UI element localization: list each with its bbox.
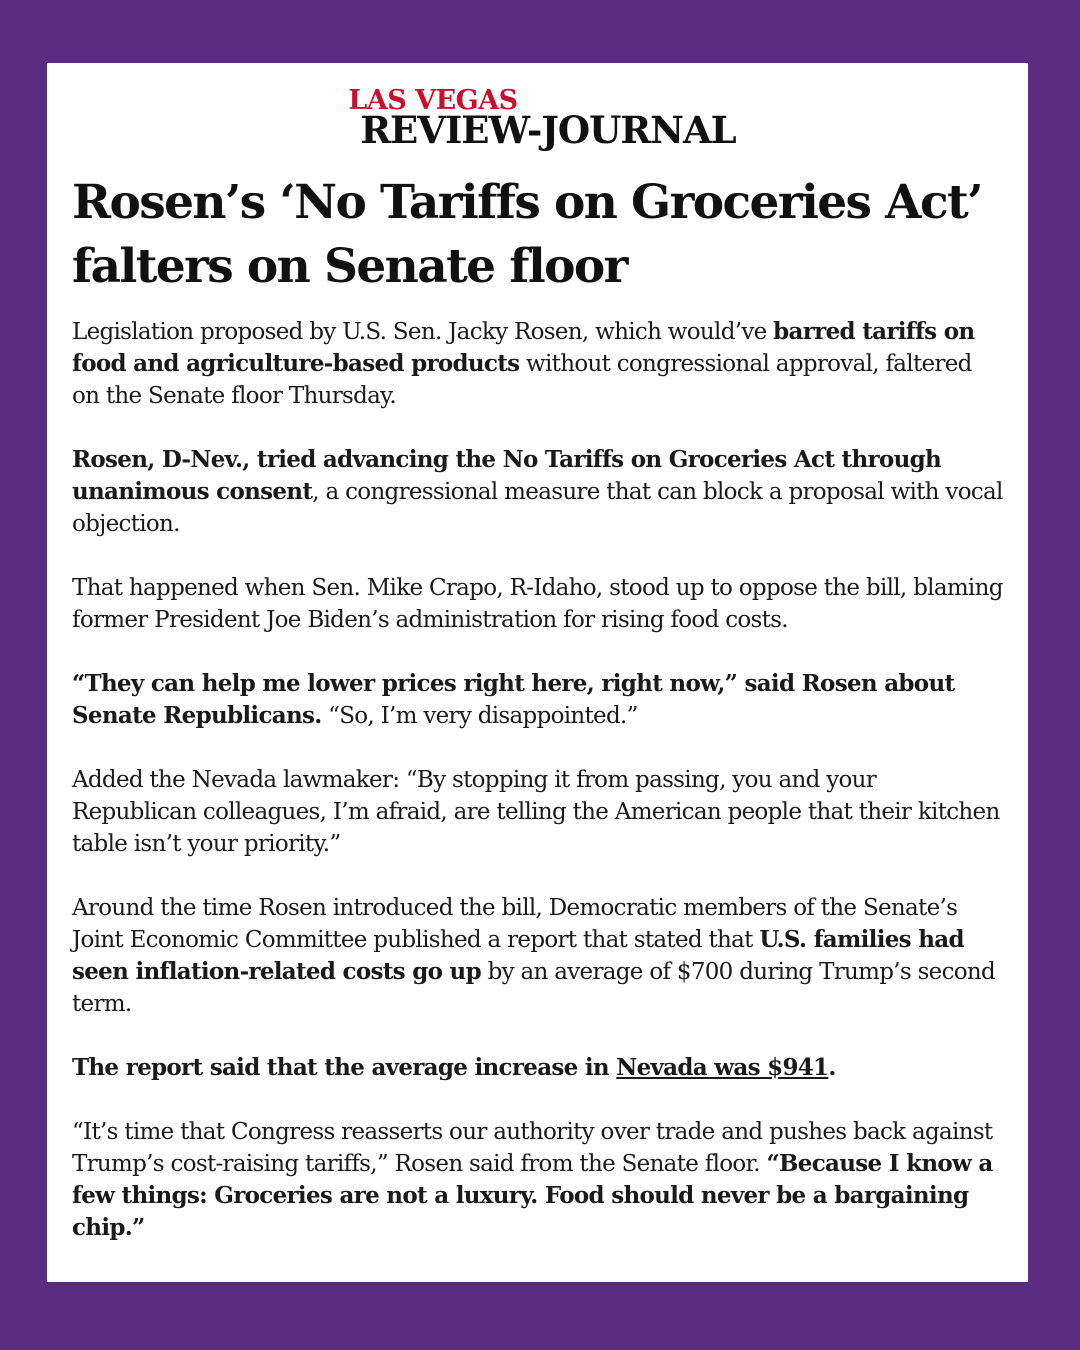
paragraph-1-text-a: Legislation proposed by U.S. Sen. Jacky Rosen, which would’ve (72, 318, 774, 345)
paragraph-3-text: That happened when Sen. Mike Crapo, R-Idaho, stood up to oppose the bill, blaming former President Joe Biden’s administration for rising food costs. (72, 574, 1003, 633)
paragraph-6 (72, 892, 1004, 1020)
headline-line-2: falters on Senate floor (72, 238, 627, 294)
paragraph-2 (72, 444, 1004, 540)
article-body (72, 316, 1004, 1244)
masthead-line-2: REVIEW-JOURNAL (360, 107, 736, 152)
paragraph-7-text-a: The report said that the average increase in (72, 1053, 617, 1081)
paragraph-1 (72, 316, 1004, 412)
paragraph-5 (72, 764, 1004, 860)
headline-line-1: Rosen’s ‘No Tariffs on Groceries Act’ (72, 174, 982, 230)
paragraph-4 (72, 668, 1004, 732)
headline (72, 171, 1004, 299)
paragraph-7-text-c: . (828, 1053, 836, 1081)
paragraph-8 (72, 1116, 1004, 1244)
nevada-link[interactable]: Nevada was $941 (616, 1053, 829, 1081)
paragraph-6-text-c: by an average of $700 during Trump’s second term. (72, 958, 996, 1017)
paragraph-2-bold: Rosen, D-Nev., tried advancing the No Tariffs on Groceries Act through unanimous consent (72, 445, 941, 505)
paragraph-4-bold: “They can help me lower prices right here, right now,” said Rosen about Senate Republicans. (72, 669, 955, 729)
paragraph-3 (72, 572, 1004, 636)
paragraph-7-bold (72, 1054, 836, 1081)
paragraph-6-text-a: Around the time Rosen introduced the bill, Democratic members of the Senate’s Joint Economic Committee published a report that stated that (72, 894, 958, 953)
masthead-line-1: LAS VEGAS (348, 85, 518, 116)
paragraph-2-text: , a congressional measure that can block a proposal with vocal objection. (72, 478, 1003, 537)
paragraph-7 (72, 1052, 1004, 1084)
masthead-logo (92, 85, 1004, 152)
paragraph-6-bold: U.S. families had seen inflation-related costs go up (72, 925, 964, 985)
article-card (47, 63, 1028, 1282)
paragraph-4-text: “So, I’m very disappointed.” (321, 702, 638, 729)
paragraph-1-text-c: without congressional approval, faltered on the Senate floor Thursday. (72, 350, 972, 409)
paragraph-8-text: “It’s time that Congress reasserts our authority over trade and pushes back against Trump’s cost-raising tariffs,” Rosen said from the Senate floor. (72, 1118, 993, 1177)
paragraph-1-bold: barred tariffs on food and agriculture-based products (72, 317, 975, 377)
paragraph-5-text: Added the Nevada lawmaker: “By stopping it from passing, you and your Republican colleagues, I’m afraid, are telling the American people that their kitchen table isn’t your priority.” (72, 766, 1000, 857)
paragraph-8-bold: “Because I know a few things: Groceries are not a luxury. Food should never be a bargaining chip.” (72, 1149, 993, 1241)
